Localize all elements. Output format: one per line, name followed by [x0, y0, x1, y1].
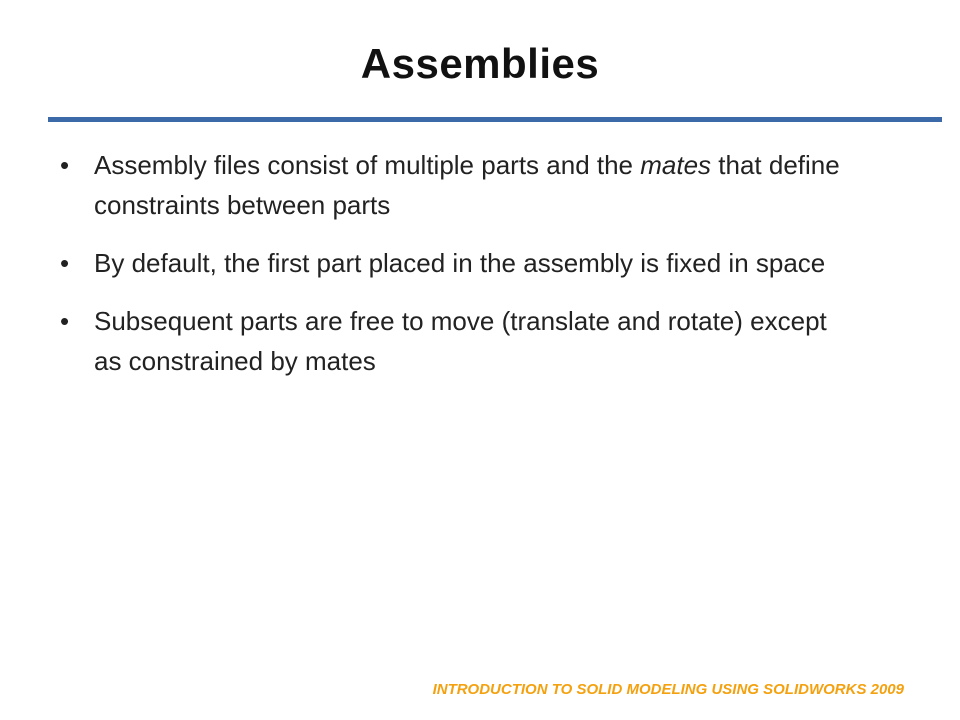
bullet-icon: • [60, 306, 70, 336]
bullet-text-emphasis: mates [640, 150, 712, 180]
bullet-text-pre: Assembly files consist of multiple parts and the [94, 150, 641, 180]
bullet-item [60, 301, 850, 381]
bullet-text [94, 150, 840, 220]
bullet-text: By default, the first part placed in the assembly is fixed in space [94, 248, 826, 278]
bullet-item [60, 145, 850, 225]
bullet-text: Subsequent parts are free to move (translate and rotate) except as constrained by mates [94, 306, 827, 376]
bullet-text-post: that define constraints between parts [94, 150, 840, 220]
title-divider [48, 117, 942, 122]
bullet-icon: • [60, 248, 70, 278]
slide-title: Assemblies [360, 40, 600, 87]
bullet-icon: • [60, 150, 70, 180]
footer-course-title: INTRODUCTION TO SOLID MODELING USING SOLIDWORKS 2009 [432, 681, 904, 698]
bullet-list [60, 145, 850, 399]
bullet-item [60, 243, 850, 283]
